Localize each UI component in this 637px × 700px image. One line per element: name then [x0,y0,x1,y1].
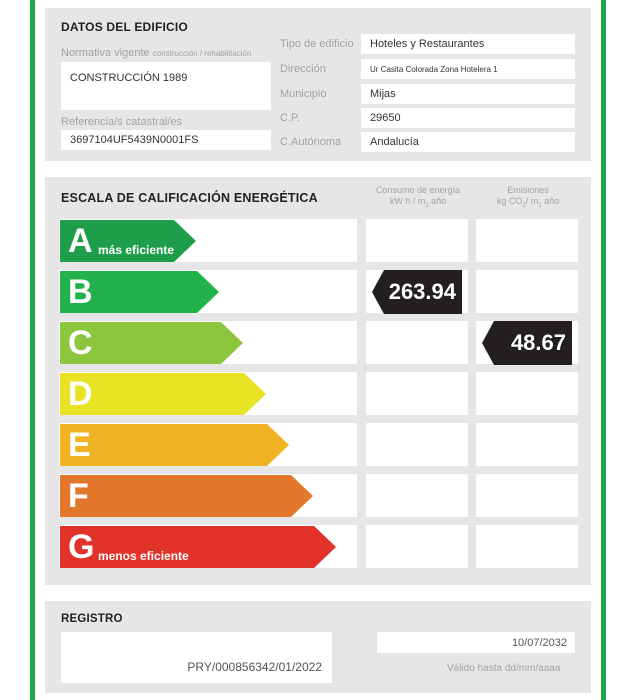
consumo-value: 263.94 [388,279,456,304]
consumo-cell-e [366,423,468,466]
rating-letter: G [68,528,95,566]
valid-date: 10/07/2032 [511,636,567,649]
emisiones-column-header: Emisiones kg $CO_2/$ $m_2$ año [496,185,560,209]
cp-label: C.P. [280,112,300,124]
rating-caption: menos eficiente [98,549,189,563]
rating-arrow-c [60,322,243,364]
emisiones-cell-d [476,372,578,415]
emisiones-cell-g [476,525,578,568]
rating-arrow-g [60,526,336,568]
emisiones-rating-marker [482,321,572,365]
registro-number: PRY/000856342/01/2022 [187,660,322,674]
rating-letter: C [68,324,93,362]
rating-letter: F [68,477,89,515]
tipo-field: Hoteles y Restaurantes [361,34,575,54]
rating-arrow-b [60,271,219,313]
autonoma-field: Andalucía [361,132,575,152]
registro-panel [45,601,591,693]
registro-title: REGISTRO [61,613,123,625]
cp-field: 29650 [361,108,575,128]
consumo-rating-marker [372,270,462,314]
registro-number-field [61,632,332,683]
rating-arrow-e [60,424,289,466]
normativa-field: CONSTRUCCIÓN 1989 [61,62,271,110]
frame-border-left [30,0,35,700]
consumo-cell-f [366,474,468,517]
direccion-field: Ur Casita Colorada Zona Hotelera 1 [361,59,575,79]
autonoma-label: C.Autónoma [280,136,342,148]
normativa-label-small: construcción / rehabilitación [152,49,252,58]
emisiones-cell-e [476,423,578,466]
referencia-field: 3697104UF5439N0001FS [61,130,271,150]
municipio-field: Mijas [361,84,575,104]
municipio-label: Municipio [280,88,327,100]
normativa-label: Normativa vigente construcción / rehabilitación [61,47,252,59]
emisiones-value: 48.67 [510,330,566,355]
rating-arrow-a [60,220,196,262]
rating-arrow-f [60,475,313,517]
emisiones-cell-b [476,270,578,313]
emisiones-cell-a [476,219,578,262]
emisiones-cell-f [476,474,578,517]
valid-date-field [377,632,575,653]
consumo-cell-a [366,219,468,262]
rating-letter: A [68,222,93,260]
energy-scale-panel [45,177,591,585]
direccion-label: Dirección [280,63,326,75]
consumo-cell-g [366,525,468,568]
rating-letter: B [68,273,93,311]
building-data-panel [45,8,591,161]
rating-caption: más eficiente [98,243,175,257]
consumo-cell-c [366,321,468,364]
consumo-column-header: Consumo de energía kW h / $m_2$ año [375,185,461,209]
rating-arrow-d [60,373,266,415]
frame-border-right [601,0,606,700]
rating-letter: E [68,426,91,464]
consumo-cell-d [366,372,468,415]
energy-scale-title: ESCALA DE CALIFICACIÓN ENERGÉTICA [61,191,318,205]
building-data-title: DATOS DEL EDIFICIO [61,20,188,34]
tipo-label: Tipo de edificio [280,38,354,50]
referencia-label: Referencia/s catastral/es [61,116,183,128]
rating-letter: D [68,375,93,413]
valid-until-label: Válido hasta dd/mm/aaaa [447,663,561,674]
